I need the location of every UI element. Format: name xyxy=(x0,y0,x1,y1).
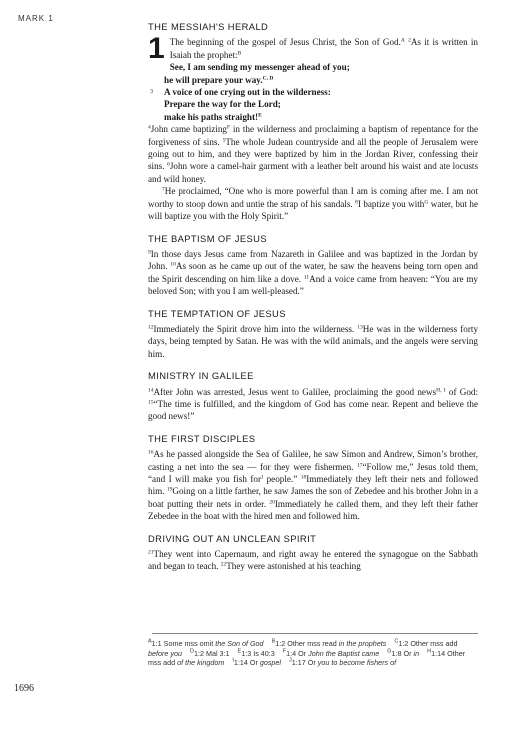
verse-21: They went into Capernaum, and right away he entered the synagogue on the Sabbath and began to teach. xyxy=(148,549,478,572)
verse-22: They were astonished at his teaching xyxy=(226,561,361,572)
footnotes xyxy=(148,639,478,668)
verse-16: As he passed alongside the Sea of Galilee, he saw Simon and Andrew, Simon’s brother, casting a net into the sea — for they were fishermen. xyxy=(148,449,478,472)
footnote: $^F$1:4 Or John the Baptist came xyxy=(282,648,380,658)
footnote: $^E$1:3 Is 40:3 xyxy=(237,648,275,658)
verse-1: The beginning of the gospel of Jesus Christ, the Son of God. xyxy=(169,37,401,48)
verse-2: As it is written in Isaiah the prophet: xyxy=(169,37,478,60)
section-heading-baptism: THE BAPTISM OF JESUS xyxy=(148,232,267,244)
section-heading-temptation: THE TEMPTATION OF JESUS xyxy=(148,307,286,319)
verse-9: In those days Jesus came from Nazareth in Galilee and was baptized in the Jordan by John. xyxy=(148,248,478,272)
verse-number-13: 13 xyxy=(357,324,363,331)
verse-number-12: 12 xyxy=(148,324,154,331)
poem-line: A voice of one crying out in the wilderness: xyxy=(164,87,331,98)
section-heading-galilee: MINISTRY IN GALILEE xyxy=(148,370,254,382)
verse-number-10: 10 xyxy=(170,261,176,268)
verse-number-4: 4 xyxy=(148,124,151,131)
footnote-marker-cd[interactable]: C, D xyxy=(262,75,274,82)
verse-number-5: 5 xyxy=(222,137,226,144)
verse-number-7: 7 xyxy=(162,186,165,193)
running-head: MARK 1 xyxy=(18,14,54,23)
isaiah-quotation xyxy=(148,61,478,123)
verse-number-22: 22 xyxy=(220,561,227,568)
footnote-marker-a[interactable]: A xyxy=(400,37,405,44)
verse-number-11: 11 xyxy=(303,274,310,281)
chapter-number: 1 xyxy=(148,32,165,66)
page-number: 1696 xyxy=(14,683,34,694)
footnote: $^B$1:2 Other mss read in the prophets xyxy=(271,638,387,648)
section-heading-messiahs-herald: THE MESSIAH'S HERALD xyxy=(148,21,269,32)
poem-line: he will prepare your way. xyxy=(164,74,263,85)
footnote: $^H$1:14 Other mss add of the kingdom xyxy=(148,648,466,668)
verse-15: “The time is fulfilled, and the kingdom of God has come near. Repent and believe the good news!” xyxy=(148,398,478,422)
verse-14b: of God: xyxy=(448,386,479,397)
verse-10: As soon as he came up out of the water, he saw the heavens being torn open and the Spirit descending on him like a dove. xyxy=(148,261,478,284)
footnote-marker-b[interactable]: B xyxy=(237,50,242,57)
verse-number-8: 8 xyxy=(355,199,358,206)
verse-number-14: 14 xyxy=(148,387,154,394)
verse-number-19: 19 xyxy=(166,486,173,493)
footnote-marker-e[interactable]: E xyxy=(258,112,262,119)
verse-number-16: 16 xyxy=(148,449,154,456)
verse-20: Immediately he called them, and they left their father Zebedee in the boat with the hired men and followed him. xyxy=(148,498,478,522)
poem-line: make his paths straight! xyxy=(164,111,259,122)
verse-number-9: 9 xyxy=(148,249,151,256)
footnote-marker-hi[interactable]: H, I xyxy=(436,387,446,394)
verse-17b: people.” xyxy=(266,474,298,484)
verse-8a: I baptize you with xyxy=(357,198,425,209)
verse-6: John wore a camel-hair garment with a leather belt around his waist and ate locusts and wild honey. xyxy=(148,161,478,184)
verse-number-2: 2 xyxy=(408,37,411,44)
chapter-1-opening xyxy=(148,32,478,66)
footnote-marker-f[interactable]: F xyxy=(226,124,231,131)
verse-number-20: 20 xyxy=(269,499,275,506)
section-heading-first-disciples: THE FIRST DISCIPLES xyxy=(148,432,256,444)
footnote: $^A$1:1 Some mss omit the Son of God xyxy=(148,638,264,648)
verse-number-3: 3 xyxy=(150,89,153,96)
verse-12: Immediately the Spirit drove him into the wilderness. xyxy=(153,323,355,334)
verse-7: He proclaimed, “One who is more powerful than I am is coming after me. I am not worthy to stoop down and untie the strap of his sandals. xyxy=(148,186,478,209)
verse-number-17: 17 xyxy=(356,462,363,469)
footnote-marker-g[interactable]: G xyxy=(424,199,429,206)
footnote: $^I$1:14 Or gospel xyxy=(232,657,282,668)
verse-5: The whole Judean countryside and all the people of Jerusalem were going out to him, and they were baptized by him in the Jordan River, confessing their sins. xyxy=(148,136,479,172)
verse-19: Going on a little farther, he saw James the son of Zebedee and his brother John in a boat putting their nets in order. xyxy=(148,486,479,509)
verse-13: He was in the wilderness forty days, being tempted by Satan. He was with the wild animals, and the angels were serving him. xyxy=(148,323,479,359)
verse-number-15: 15 xyxy=(148,399,154,406)
verse-18: Immediately they left their nets and followed him. xyxy=(148,474,479,497)
verse-number-18: 18 xyxy=(300,474,307,481)
footnote-marker-j[interactable]: J xyxy=(261,474,264,481)
footnote: $^C$1:2 Other mss add before you xyxy=(148,638,458,658)
verse-14: After John was arrested, Jesus went to Galilee, proclaiming the good news xyxy=(153,386,437,397)
poem-line: Prepare the way for the Lord; xyxy=(164,99,281,110)
footnote: $^J$1:17 Or you to become fishers of xyxy=(289,657,397,668)
footnote: $^D$1:2 Mal 3:1 xyxy=(189,648,230,658)
poem-line: See, I am sending my messenger ahead of you; xyxy=(169,62,350,73)
verse-11: And a voice came from heaven: “You are my beloved Son; with you I am well-pleased.” xyxy=(148,273,478,297)
verse-8b: water, but he will baptize you with the Holy Spirit.” xyxy=(148,198,479,222)
section-heading-unclean-spirit: DRIVING OUT AN UNCLEAN SPIRIT xyxy=(148,532,317,544)
verse-number-6: 6 xyxy=(167,161,170,168)
verse-number-21: 21 xyxy=(148,549,154,556)
verse-17a: “Follow me,” Jesus told them, “and I will make you fish for xyxy=(148,461,479,484)
footnote-divider xyxy=(152,633,478,634)
scripture-column xyxy=(148,21,478,573)
verse-4b: in the wilderness and proclaiming a baptism of repentance for the forgiveness of sins. xyxy=(148,124,479,147)
verse-4a: John came baptizing xyxy=(150,124,227,135)
footnote: $^G$1:8 Or in xyxy=(387,648,420,658)
